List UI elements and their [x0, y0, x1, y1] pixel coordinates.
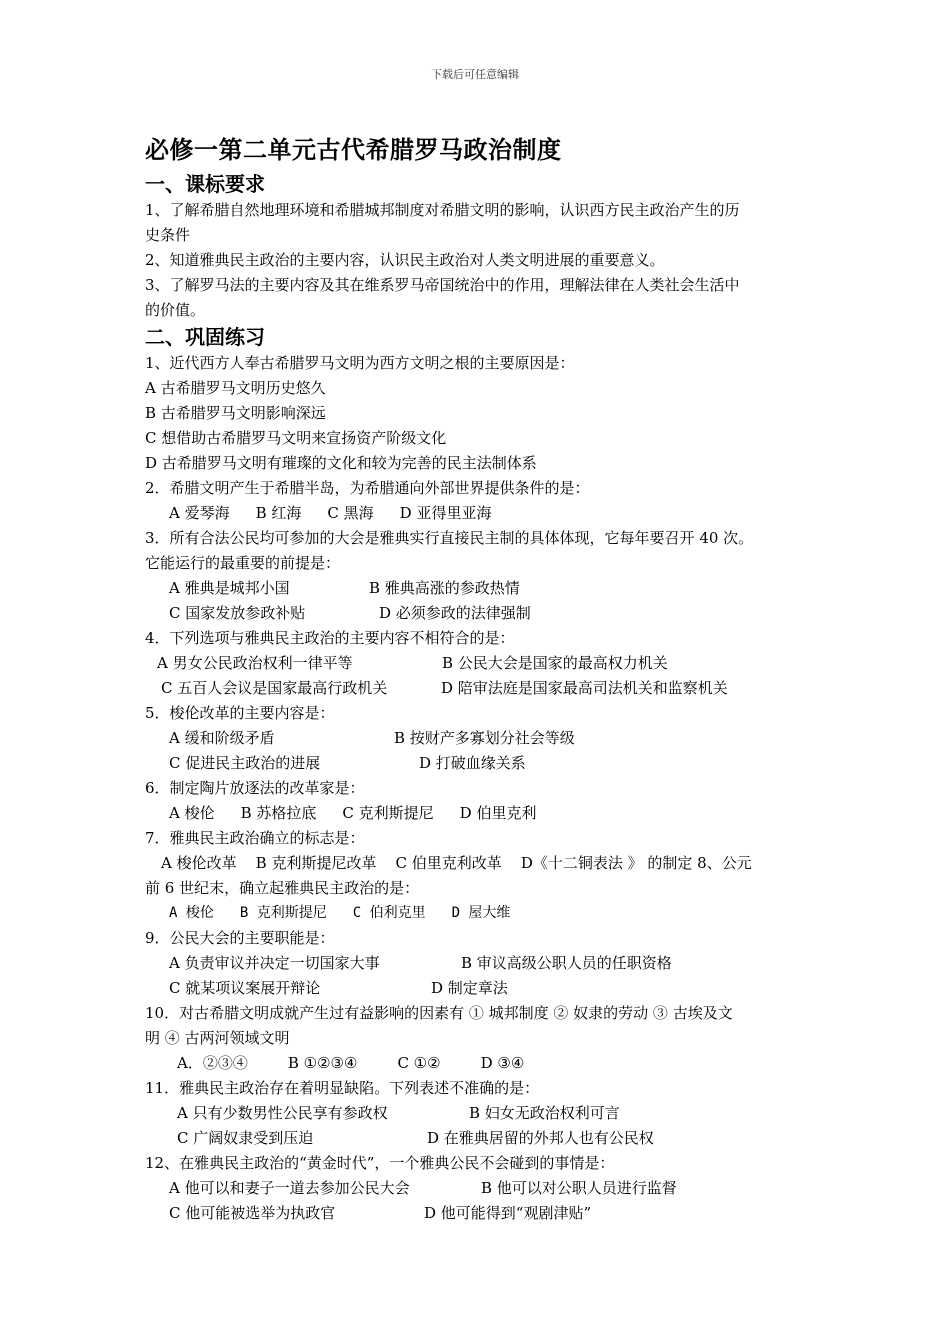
option: D 他可能得到“观剧津贴”: [424, 1204, 592, 1222]
option-row: [145, 976, 825, 1001]
option-row: [145, 1176, 825, 1201]
question-stem: 明 ④ 古两河领域文明: [145, 1029, 290, 1047]
option: B 审议高级公职人员的任职资格: [461, 954, 672, 972]
option: D 必须参政的法律强制: [379, 604, 531, 622]
requirement-line: 3、了解罗马法的主要内容及其在维系罗马帝国统治中的作用，理解法律在人类社会生活中: [145, 276, 740, 294]
question-stem: 12、在雅典民主政治的“黄金时代”，一个雅典公民不会碰到的事情是：: [145, 1154, 615, 1172]
option: D 伯里克利: [459, 804, 537, 822]
question-stem: 4．下列选项与雅典民主政治的主要内容不相符合的是：: [145, 629, 515, 647]
question-stem: 6．制定陶片放逐法的改革家是：: [145, 779, 365, 797]
option-row: [145, 901, 825, 926]
document-title: 必修一第二单元古代希腊罗马政治制度: [145, 135, 562, 164]
option: A 缓和阶级矛盾: [169, 729, 275, 747]
option-row: [145, 1051, 825, 1076]
option-row: [145, 801, 825, 826]
option: C 就某项议案展开辩论: [169, 979, 321, 997]
section-heading-requirements: 一、课标要求: [145, 172, 265, 196]
option-row: A 梭伦改革 B 克利斯提尼改革 C 伯里克利改革 D《十二铜表法 》 的制定 8、公元: [161, 854, 752, 872]
option-row: [145, 651, 825, 676]
option: A 他可以和妻子一道去参加公民大会: [169, 1179, 410, 1197]
question-stem: 1、近代西方人奉古希腊罗马文明为西方文明之根的主要原因是：: [145, 354, 575, 372]
requirement-line: 1、了解希腊自然地理环境和希腊城邦制度对希腊文明的影响，认识西方民主政治产生的历: [145, 201, 740, 219]
option: C 五百人会议是国家最高行政机关: [161, 679, 388, 697]
option: A 爱琴海: [169, 504, 230, 522]
page-header: 下载后可任意编辑: [431, 68, 519, 81]
option: A 梭伦: [169, 804, 215, 822]
question-stem: 5．梭伦改革的主要内容是：: [145, 704, 335, 722]
option-row: [145, 726, 825, 751]
option: A 雅典是城邦小国: [169, 579, 290, 597]
option-row: [145, 676, 825, 701]
option: D 古希腊罗马文明有璀璨的文化和较为完善的民主法制体系: [145, 454, 537, 472]
section-heading-exercises: 二、巩固练习: [145, 325, 265, 349]
option: D 陪审法庭是国家最高司法机关和监察机关: [441, 679, 728, 697]
option: B 红海: [255, 504, 302, 522]
option-row: [145, 576, 825, 601]
option: C ①②: [397, 1054, 441, 1072]
question-stem: 11．雅典民主政治存在着明显缺陷。下列表述不准确的是：: [145, 1079, 540, 1097]
question-stem: 它能运行的最重要的前提是：: [145, 554, 341, 572]
option: A 负责审议并决定一切国家大事: [169, 954, 380, 972]
option: C 促进民主政治的进展: [169, 754, 321, 772]
option: D 亚得里亚海: [399, 504, 492, 522]
option: A 梭伦: [169, 905, 214, 921]
option-row: [145, 751, 825, 776]
option: B 按财产多寡划分社会等级: [394, 729, 575, 747]
question-stem: 3．所有合法公民均可参加的大会是雅典实行直接民主制的具体体现，它每年要召开 40 次。: [145, 529, 754, 547]
option: C 克利斯提尼: [342, 804, 434, 822]
option-row: [145, 1201, 825, 1226]
option: A 古希腊罗马文明历史悠久: [145, 379, 326, 397]
option: D 制定章法: [431, 979, 508, 997]
option-row: [145, 1126, 825, 1151]
option: B 古希腊罗马文明影响深远: [145, 404, 326, 422]
requirement-line: 2、知道雅典民主政治的主要内容，认识民主政治对人类文明进展的重要意义。: [145, 251, 665, 269]
option: B 公民大会是国家的最高权力机关: [442, 654, 668, 672]
document-body: [145, 132, 825, 1226]
requirement-line: 的价值。: [145, 301, 206, 319]
option: D 屋大维: [451, 905, 511, 921]
option: C 想借助古希腊罗马文明来宣扬资产阶级文化: [145, 429, 447, 447]
question-stem: 前 6 世纪末，确立起雅典民主政治的是：: [145, 879, 420, 897]
option: A 男女公民政治权利一律平等: [157, 654, 353, 672]
option-row: [145, 601, 825, 626]
option: B 他可以对公职人员进行监督: [481, 1179, 677, 1197]
question-stem: 2．希腊文明产生于希腊半岛，为希腊通向外部世界提供条件的是：: [145, 479, 590, 497]
option: B 苏格拉底: [240, 804, 317, 822]
option: C 国家发放参政补贴: [169, 604, 306, 622]
option: B ①②③④: [287, 1054, 358, 1072]
option: A．②③④: [177, 1054, 248, 1072]
option: C 广阔奴隶受到压迫: [177, 1129, 314, 1147]
option: B 克利斯提尼: [239, 905, 327, 921]
option-row: [145, 951, 825, 976]
requirement-line: 史条件: [145, 226, 191, 244]
question-stem: 9．公民大会的主要职能是：: [145, 929, 335, 947]
option-row: [145, 501, 825, 526]
question-stem: 7．雅典民主政治确立的标志是：: [145, 829, 365, 847]
option: C 黑海: [327, 504, 374, 522]
option: A 只有少数男性公民享有参政权: [177, 1104, 388, 1122]
option: D 在雅典居留的外邦人也有公民权: [427, 1129, 654, 1147]
option: C 他可能被选举为执政官: [169, 1204, 336, 1222]
option: C 伯利克里: [352, 905, 426, 921]
option-row: [145, 1101, 825, 1126]
option: D ③④: [480, 1054, 525, 1072]
option: D 打破血缘关系: [419, 754, 526, 772]
option: B 雅典高涨的参政热情: [369, 579, 520, 597]
option: B 妇女无政治权利可言: [469, 1104, 620, 1122]
question-stem: 10．对古希腊文明成就产生过有益影响的因素有 ① 城邦制度 ② 奴隶的劳动 ③ 古埃及文: [145, 1004, 733, 1022]
